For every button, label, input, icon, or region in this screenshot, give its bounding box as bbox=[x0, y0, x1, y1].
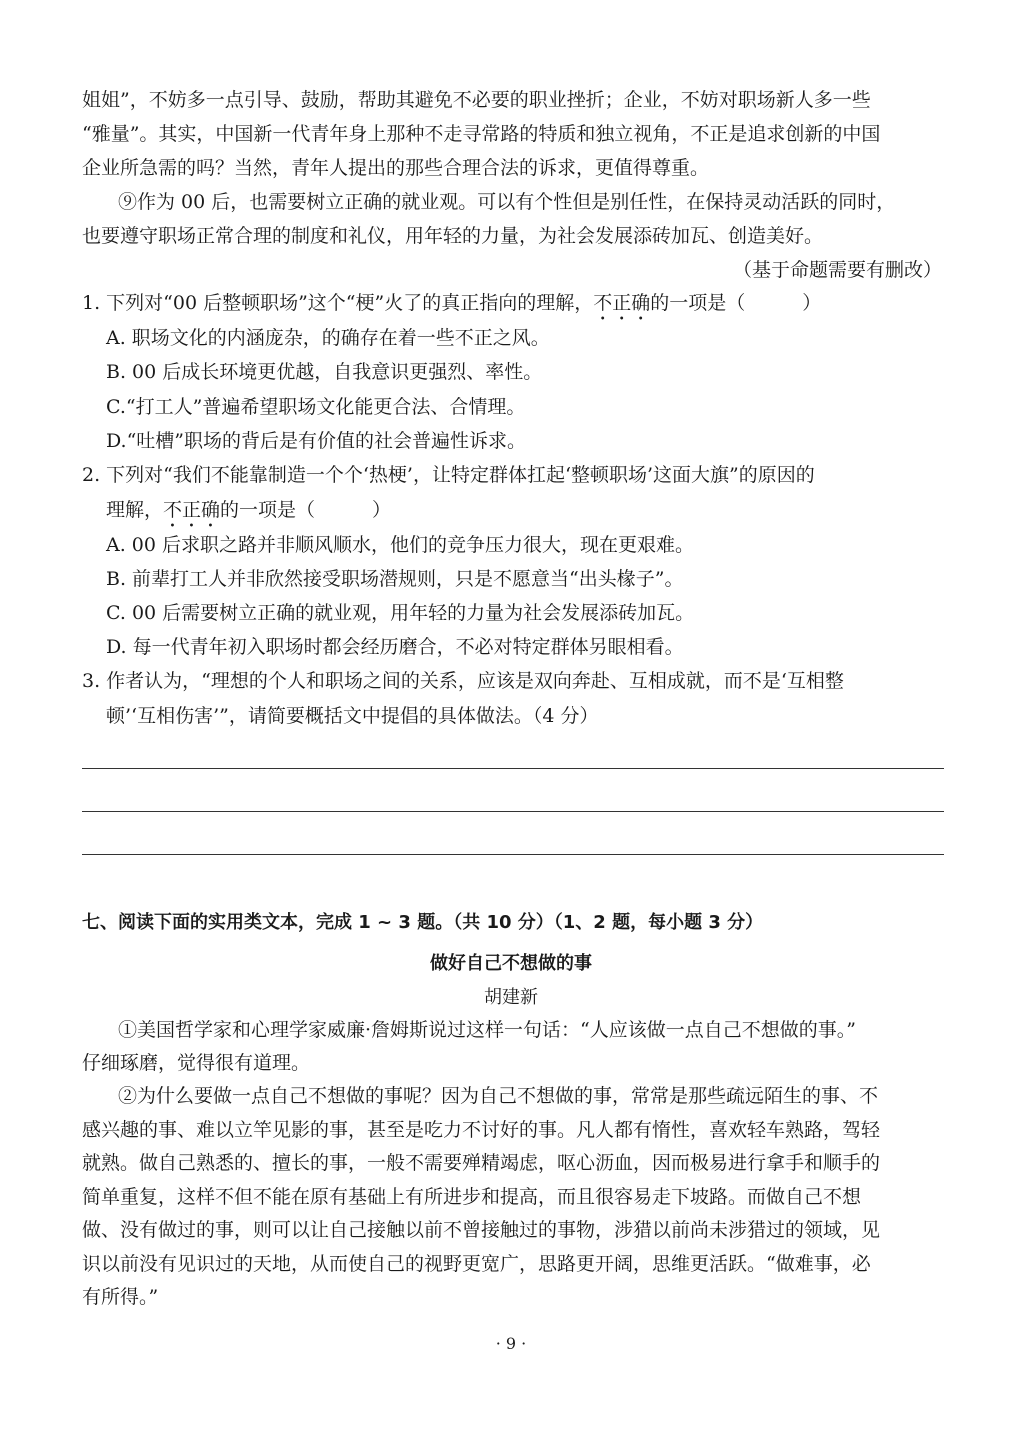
question-3-stem-cont: 顿’‘互相伤害’”，请简要概括文中提倡的具体做法。（4 分） bbox=[106, 705, 599, 727]
question-1-option-d: D.“吐槽”职场的背后是有价值的社会普遍性诉求。 bbox=[106, 430, 527, 452]
stem-text: 的一项是（ ） bbox=[650, 292, 822, 314]
question-1-option-b: B. 00 后成长环境更优越，自我意识更强烈、率性。 bbox=[106, 361, 543, 383]
paragraph-line: 有所得。” bbox=[82, 1286, 159, 1308]
question-2-stem: 2. 下列对“我们不能靠制造一个个‘热梗’，让特定群体扛起‘整顿职场’这面大旗”的原因的 bbox=[82, 464, 815, 486]
question-1-option-a: A. 职场文化的内涵庞杂，的确存在着一些不正之风。 bbox=[106, 327, 550, 349]
question-2-option-b: B. 前辈打工人并非欣然接受职场潜规则，只是不愿意当“出头椽子”。 bbox=[106, 568, 684, 590]
passage-line: ⑨作为 00 后，也需要树立正确的就业观。可以有个性但是别任性，在保持灵动活跃的同时， bbox=[118, 191, 896, 213]
stem-emphasis: 不正确 bbox=[593, 292, 651, 314]
question-2-option-d: D. 每一代青年初入职场时都会经历磨合，不必对特定群体另眼相看。 bbox=[106, 636, 684, 658]
stem-emphasis: 不正确 bbox=[163, 499, 221, 521]
stem-text: 的一项是（ ） bbox=[220, 499, 392, 521]
source-note: （基于命题需要有删改） bbox=[732, 259, 942, 281]
answer-line[interactable] bbox=[82, 768, 944, 769]
stem-text: 1. 下列对“00 后整顿职场”这个“梗”火了的真正指向的理解， bbox=[82, 292, 594, 314]
question-2-option-c: C. 00 后需要树立正确的就业观，用年轻的力量为社会发展添砖加瓦。 bbox=[106, 602, 695, 624]
answer-line[interactable] bbox=[82, 811, 944, 812]
paragraph-line: 就熟。做自己熟悉的、擅长的事，一般不需要殚精竭虑，呕心沥血，因而极易进行拿手和顺手的 bbox=[82, 1152, 881, 1174]
article-title: 做好自己不想做的事 bbox=[430, 953, 592, 974]
section-heading: 七、阅读下面的实用类文本，完成 1 ~ 3 题。（共 10 分）（1、2 题，每小题 3 分） bbox=[82, 912, 764, 933]
question-3-stem: 3. 作者认为，“理想的个人和职场之间的关系，应该是双向奔赴、互相成就，而不是‘互相整 bbox=[82, 670, 844, 692]
paragraph-line: 仔细琢磨，觉得很有道理。 bbox=[82, 1052, 311, 1074]
answer-line[interactable] bbox=[82, 854, 944, 855]
question-1-stem bbox=[82, 290, 821, 325]
question-2-option-a: A. 00 后求职之路并非顺风顺水，他们的竞争压力很大，现在更艰难。 bbox=[106, 534, 695, 556]
stem-text: 理解， bbox=[106, 499, 164, 521]
paragraph-line: ②为什么要做一点自己不想做的事呢？因为自己不想做的事，常常是那些疏远陌生的事、不 bbox=[118, 1085, 879, 1107]
paragraph-line: 简单重复，这样不但不能在原有基础上有所进步和提高，而且很容易走下坡路。而做自己不想 bbox=[82, 1186, 862, 1208]
question-1-option-c: C.“打工人”普遍希望职场文化能更合法、合情理。 bbox=[106, 396, 526, 418]
page-number: · 9 · bbox=[495, 1334, 527, 1353]
question-2-stem-cont bbox=[106, 497, 391, 532]
paragraph-line: ①美国哲学家和心理学家威廉·詹姆斯说过这样一句话：“人应该做一点自己不想做的事。” bbox=[118, 1019, 856, 1041]
passage-line: “雅量”。其实，中国新一代青年身上那种不走寻常路的特质和独立视角，不正是追求创新的中国 bbox=[82, 123, 881, 145]
passage-line: 企业所急需的吗？当然，青年人提出的那些合理合法的诉求，更值得尊重。 bbox=[82, 157, 710, 179]
paragraph-line: 识以前没有见识过的天地，从而使自己的视野更宽广，思路更开阔，思维更活跃。“做难事，必 bbox=[82, 1253, 871, 1275]
article-author: 胡建新 bbox=[484, 987, 538, 1008]
paragraph-line: 做、没有做过的事，则可以让自己接触以前不曾接触过的事物，涉猎以前尚未涉猎过的领域，见 bbox=[82, 1219, 881, 1241]
passage-line: 也要遵守职场正常合理的制度和礼仪，用年轻的力量，为社会发展添砖加瓦、创造美好。 bbox=[82, 225, 824, 247]
paragraph-line: 感兴趣的事、难以立竿见影的事，甚至是吃力不讨好的事。凡人都有惰性，喜欢轻车熟路，驾轻 bbox=[82, 1119, 881, 1141]
passage-line: 姐姐”，不妨多一点引导、鼓励，帮助其避免不必要的职业挫折；企业，不妨对职场新人多一些 bbox=[82, 89, 871, 111]
